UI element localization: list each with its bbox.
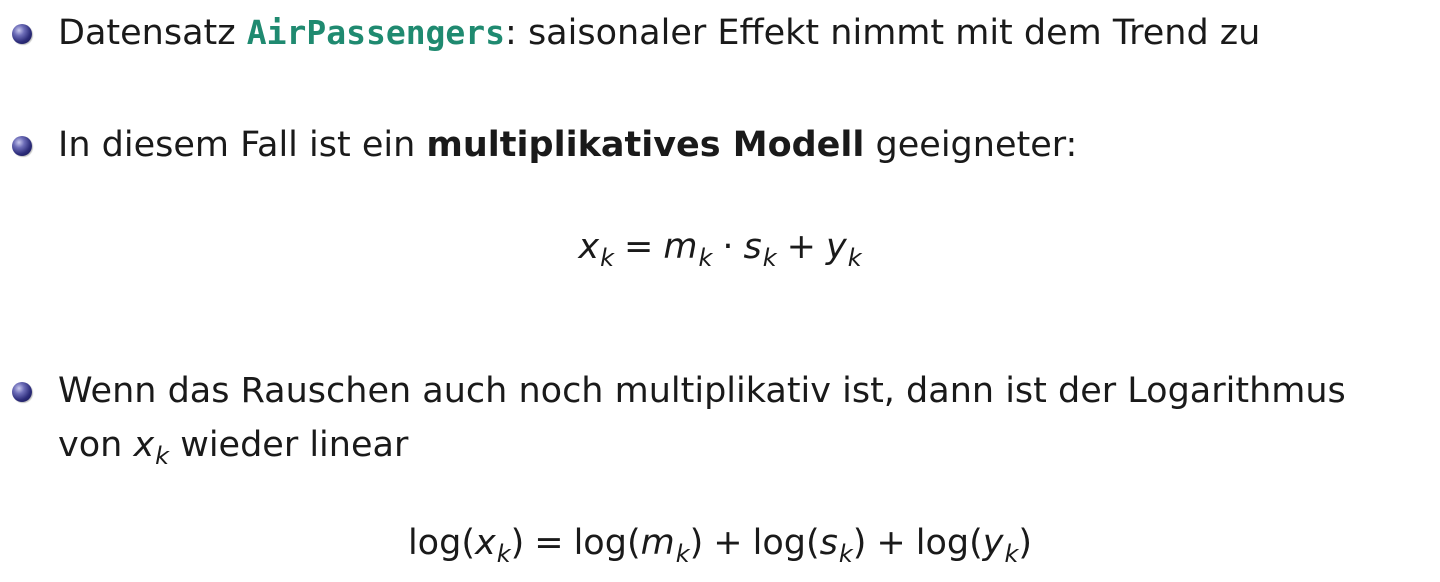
bullet-text-3-line-2 xyxy=(58,418,408,475)
bullet-icon xyxy=(12,24,32,44)
formula1-m: m xyxy=(663,227,698,267)
bullet-2-prefix: In diesem Fall ist ein xyxy=(58,125,427,165)
formula2-s-sub: k xyxy=(838,540,853,568)
formula2-m: m xyxy=(640,523,675,563)
formula2-lparen-1: ( xyxy=(461,523,475,563)
bullet-2-suffix: geeigneter: xyxy=(864,125,1078,165)
formula-multiplicative xyxy=(0,220,1440,277)
formula1-x-sub: k xyxy=(600,244,615,272)
formula2-x: x xyxy=(474,523,496,563)
formula2-log-1: log xyxy=(407,523,462,563)
formula1-x: x xyxy=(578,227,600,267)
formula2-plus-2: + xyxy=(876,523,906,563)
formula1-m-sub: k xyxy=(698,244,713,272)
formula1-y: y xyxy=(825,227,847,267)
formula2-s: s xyxy=(819,523,838,563)
bullet-3-var: x xyxy=(133,425,155,465)
bullet-text-2 xyxy=(58,118,1077,172)
bullet-3-var-sub: k xyxy=(155,442,170,470)
formula1-plus: + xyxy=(786,227,816,267)
formula-logarithm xyxy=(0,516,1440,573)
formula1-eq: = xyxy=(624,227,654,267)
formula2-log-3: log xyxy=(752,523,806,563)
bullet-3-line2-suffix: wieder linear xyxy=(169,425,409,465)
formula2-rparen-1: ) xyxy=(510,523,525,563)
formula2-lparen-4: ( xyxy=(969,523,983,563)
bullet-1-prefix: Datensatz xyxy=(58,13,247,53)
formula2-lparen-2: ( xyxy=(626,523,641,563)
bullet-icon xyxy=(12,382,32,402)
bullet-icon xyxy=(12,136,32,156)
formula2-log-4: log xyxy=(915,523,970,563)
formula1-dot: · xyxy=(722,227,734,267)
formula1-s-sub: k xyxy=(762,244,777,272)
formula2-rparen-4: ) xyxy=(1018,523,1033,563)
bullet-text-1 xyxy=(58,6,1260,60)
formula2-y-sub: k xyxy=(1004,540,1019,568)
bullet-text-3-line-1: Wenn das Rauschen auch noch multiplikativ ist, dann ist der Logarithmus xyxy=(58,371,1346,411)
formula1-s: s xyxy=(743,227,762,267)
formula2-plus-1: + xyxy=(713,523,743,563)
formula2-lparen-3: ( xyxy=(805,523,820,563)
formula2-y: y xyxy=(982,523,1004,563)
formula1-y-sub: k xyxy=(847,244,862,272)
dataset-name: AirPassengers xyxy=(246,13,506,52)
bullet-2-bold: multiplikatives Modell xyxy=(426,125,865,165)
formula2-rparen-3: ) xyxy=(852,523,867,563)
bullet-1-suffix: : saisonaler Effekt nimmt mit dem Trend zu xyxy=(505,13,1261,53)
formula2-log-2: log xyxy=(573,523,627,563)
formula2-rparen-2: ) xyxy=(689,523,704,563)
formula2-eq: = xyxy=(534,523,564,563)
formula2-m-sub: k xyxy=(675,540,690,568)
formula2-x-sub: k xyxy=(496,540,511,568)
bullet-3-line2-prefix: von xyxy=(58,425,134,465)
